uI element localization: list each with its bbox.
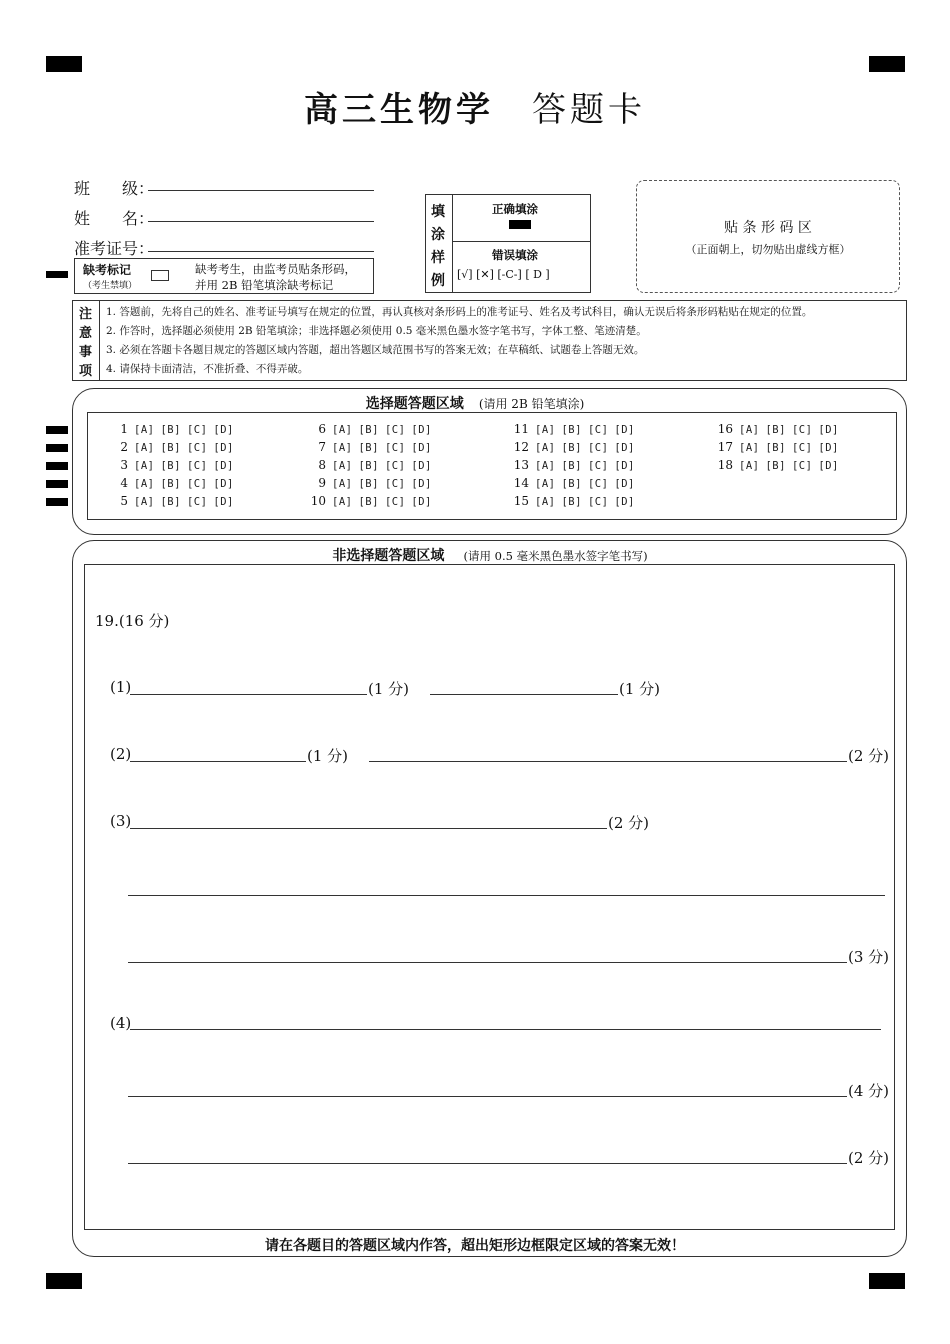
part-3-label: (3) <box>110 812 132 830</box>
timing-mark <box>46 462 68 470</box>
note-item: 2. 作答时，选择题必须使用 2B 铅笔填涂；非选择题必须使用 0.5 毫米黑色墨水签字笔书写，字体工整、笔迹清楚。 <box>106 325 647 337</box>
exam-number-field[interactable] <box>148 251 374 252</box>
mc-option-bubble[interactable]: [C] <box>186 478 208 490</box>
mc-question-number: 12 <box>513 440 529 454</box>
note-item: 4. 请保持卡面清洁，不准折叠、不得弄破。 <box>106 363 309 375</box>
part-4-label: (4) <box>110 1014 132 1032</box>
mc-option-bubble[interactable]: [B] <box>358 442 379 454</box>
mc-question-number: 1 <box>120 422 128 436</box>
mc-option-bubble[interactable]: [B] <box>160 460 181 472</box>
mc-option-bubble[interactable]: [B] <box>358 424 379 436</box>
mc-option-bubble[interactable]: [B] <box>160 442 181 454</box>
mc-option-bubble[interactable]: [D] <box>213 478 234 490</box>
mc-question-row <box>509 458 641 472</box>
mc-question-number: 5 <box>120 494 128 508</box>
footer-warning: 请在各题目的答题区域内作答，超出矩形边框限定区域的答案无效！ <box>265 1238 685 1254</box>
score-4a: (4 分) <box>848 1082 890 1100</box>
mc-question-number: 8 <box>318 458 326 472</box>
answer-line-4a[interactable] <box>130 1029 881 1030</box>
correct-fill-mark <box>509 220 531 229</box>
score-1a: (1 分) <box>368 680 410 698</box>
timing-mark <box>46 444 68 452</box>
mc-option-bubble[interactable]: [A] <box>535 424 556 436</box>
mc-option-bubble[interactable]: [C] <box>384 496 406 508</box>
score-2a: (1 分) <box>307 747 349 765</box>
mc-question-row <box>108 440 240 454</box>
mc-question-row <box>713 458 845 472</box>
mc-question-number: 18 <box>717 458 733 472</box>
wrong-fill-examples: [√] [✕] [-C-] [ D ] <box>457 268 550 281</box>
mc-question-row <box>108 422 240 436</box>
mc-option-bubble[interactable]: [B] <box>561 478 582 490</box>
mc-option-bubble[interactable]: [A] <box>134 460 155 472</box>
mc-option-bubble[interactable]: [D] <box>213 496 234 508</box>
mc-option-bubble[interactable]: [C] <box>186 424 208 436</box>
answer-line-3a[interactable] <box>130 828 607 829</box>
mc-option-bubble[interactable]: [C] <box>587 496 609 508</box>
mc-question-row <box>306 494 438 508</box>
mc-option-bubble[interactable]: [C] <box>384 460 406 472</box>
timing-mark <box>46 271 68 278</box>
notes-char: 意 <box>79 326 93 341</box>
mc-question-number: 10 <box>310 494 326 508</box>
mc-question-number: 3 <box>120 458 128 472</box>
mc-option-bubble[interactable]: [A] <box>134 478 155 490</box>
mc-option-bubble[interactable]: [C] <box>384 442 406 454</box>
timing-mark <box>46 480 68 488</box>
absent-desc-2: 并用 2B 铅笔填涂缺考标记 <box>195 278 334 292</box>
answer-line-1a[interactable] <box>130 694 367 695</box>
barcode-title: 贴 条 形 码 区 <box>724 220 812 236</box>
mc-option-bubble[interactable]: [A] <box>535 460 556 472</box>
mc-question-number: 14 <box>513 476 529 490</box>
score-1b: (1 分) <box>619 680 661 698</box>
mc-option-bubble[interactable]: [D] <box>614 424 635 436</box>
free-subtitle: (请用 0.5 毫米黑色墨水签字笔书写) <box>463 549 648 563</box>
mc-question-row <box>509 476 641 490</box>
mc-question-number: 16 <box>717 422 733 436</box>
mc-option-bubble[interactable]: [A] <box>739 460 760 472</box>
mc-option-bubble[interactable]: [B] <box>358 478 379 490</box>
mc-question-row <box>306 440 438 454</box>
mc-option-bubble[interactable]: [C] <box>186 460 208 472</box>
name-field[interactable] <box>148 221 374 222</box>
mc-option-bubble[interactable]: [D] <box>818 442 839 454</box>
registration-mark <box>46 56 82 72</box>
mc-option-bubble[interactable]: [D] <box>411 424 432 436</box>
class-field[interactable] <box>148 190 374 191</box>
name-label: 姓 名： <box>74 209 155 228</box>
mc-question-row <box>306 458 438 472</box>
mc-question-row <box>108 458 240 472</box>
part-2-label: (2) <box>110 745 132 763</box>
mc-question-number: 17 <box>717 440 733 454</box>
answer-line-2a[interactable] <box>130 761 306 762</box>
mc-option-bubble[interactable]: [B] <box>358 496 379 508</box>
absent-checkbox[interactable] <box>151 270 169 281</box>
mc-question-row <box>713 422 845 436</box>
fill-sample-char: 例 <box>431 273 445 289</box>
answer-line-4c[interactable] <box>128 1163 847 1164</box>
mc-option-bubble[interactable]: [A] <box>332 424 353 436</box>
mc-option-bubble[interactable]: [C] <box>587 478 609 490</box>
fill-sample-header-col <box>426 195 453 292</box>
mc-question-row <box>509 440 641 454</box>
mc-option-bubble[interactable]: [A] <box>134 496 155 508</box>
registration-mark <box>869 56 905 72</box>
note-item: 3. 必须在答题卡各题目规定的答题区域内答题，超出答题区域范围书写的答案无效；在草稿纸、试题卷上答题无效。 <box>106 344 645 356</box>
mc-option-bubble[interactable]: [A] <box>535 496 556 508</box>
mc-title-row <box>0 393 950 413</box>
mc-option-bubble[interactable]: [C] <box>791 442 813 454</box>
mc-option-bubble[interactable]: [D] <box>614 496 635 508</box>
mc-option-bubble[interactable]: [D] <box>614 460 635 472</box>
question-19-title: 19.(16 分) <box>95 612 170 630</box>
correct-fill-label: 正确填涂 <box>492 202 538 216</box>
fill-sample-divider <box>452 241 590 242</box>
mc-option-bubble[interactable]: [C] <box>791 424 813 436</box>
free-title: 非选择题答题区域 <box>332 548 445 564</box>
absent-sub-label: （考生禁填） <box>83 281 138 291</box>
mc-question-number: 11 <box>513 422 529 436</box>
mc-option-bubble[interactable]: [B] <box>561 424 582 436</box>
mc-question-number: 7 <box>318 440 326 454</box>
mc-option-bubble[interactable]: [B] <box>160 496 181 508</box>
mc-option-bubble[interactable]: [D] <box>213 460 234 472</box>
mc-option-bubble[interactable]: [A] <box>535 442 556 454</box>
free-title-row <box>0 545 950 565</box>
score-3b: (3 分) <box>848 948 890 966</box>
mc-option-bubble[interactable]: [A] <box>332 442 353 454</box>
mc-option-bubble[interactable]: [C] <box>791 460 813 472</box>
mc-option-bubble[interactable]: [D] <box>411 460 432 472</box>
mc-option-bubble[interactable]: [B] <box>765 460 786 472</box>
answer-line-2b[interactable] <box>369 761 847 762</box>
mc-question-number: 9 <box>318 476 326 490</box>
title-subject: 高三生物学 <box>304 90 494 130</box>
mc-option-bubble[interactable]: [D] <box>411 442 432 454</box>
mc-question-row <box>509 422 641 436</box>
mc-option-bubble[interactable]: [A] <box>332 496 353 508</box>
absent-mark-box <box>74 258 374 294</box>
mc-option-bubble[interactable]: [B] <box>160 478 181 490</box>
title-sheet: 答题卡 <box>532 90 646 130</box>
score-4b: (2 分) <box>848 1149 890 1167</box>
mc-question-row <box>108 494 240 508</box>
timing-mark <box>46 498 68 506</box>
notes-char: 事 <box>79 345 93 360</box>
mc-option-bubble[interactable]: [C] <box>587 442 609 454</box>
notes-char: 项 <box>79 364 93 379</box>
mc-option-bubble[interactable]: [A] <box>739 442 760 454</box>
absent-label: 缺考标记 <box>83 263 132 277</box>
mc-option-bubble[interactable]: [D] <box>411 478 432 490</box>
mc-option-bubble[interactable]: [A] <box>535 478 556 490</box>
mc-option-bubble[interactable]: [C] <box>384 424 406 436</box>
mc-option-bubble[interactable]: [A] <box>739 424 760 436</box>
notes-char: 注 <box>79 307 93 322</box>
free-answer-box <box>84 564 895 1230</box>
mc-option-bubble[interactable]: [B] <box>561 460 582 472</box>
mc-question-row <box>306 422 438 436</box>
fill-sample-char: 填 <box>431 204 445 220</box>
mc-question-number: 6 <box>318 422 326 436</box>
mc-title: 选择题答题区域 <box>365 396 464 412</box>
mc-option-bubble[interactable]: [C] <box>186 496 208 508</box>
mc-question-number: 13 <box>513 458 529 472</box>
mc-option-bubble[interactable]: [C] <box>587 424 609 436</box>
mc-subtitle: (请用 2B 铅笔填涂) <box>478 397 585 411</box>
notes-header-col <box>73 301 100 380</box>
exam-number-label: 准考证号： <box>74 239 155 258</box>
mc-option-bubble[interactable]: [A] <box>332 478 353 490</box>
fill-sample-char: 涂 <box>431 227 445 243</box>
mc-option-bubble[interactable]: [B] <box>561 496 582 508</box>
mc-question-row <box>306 476 438 490</box>
mc-question-row <box>108 476 240 490</box>
mc-option-bubble[interactable]: [A] <box>134 442 155 454</box>
answer-line-3b[interactable] <box>128 895 885 896</box>
score-2b: (2 分) <box>848 747 890 765</box>
part-1-label: (1) <box>110 678 132 696</box>
class-label: 班 级： <box>74 179 155 198</box>
mc-option-bubble[interactable]: [A] <box>332 460 353 472</box>
answer-line-3c[interactable] <box>128 962 847 963</box>
mc-option-bubble[interactable]: [D] <box>614 442 635 454</box>
answer-line-4b[interactable] <box>128 1096 847 1097</box>
mc-question-row <box>713 440 845 454</box>
page-title <box>0 82 950 131</box>
barcode-area <box>636 180 900 293</box>
mc-option-bubble[interactable]: [B] <box>160 424 181 436</box>
wrong-fill-label: 错误填涂 <box>492 248 538 262</box>
mc-option-bubble[interactable]: [B] <box>765 442 786 454</box>
mc-question-number: 4 <box>120 476 128 490</box>
mc-option-bubble[interactable]: [D] <box>818 460 839 472</box>
mc-option-bubble[interactable]: [C] <box>587 460 609 472</box>
note-item: 1. 答题前，先将自己的姓名、准考证号填写在规定的位置，再认真核对条形码上的准考证号、姓名及考试科目，确认无误后将条形码粘贴在规定的位置。 <box>106 306 813 318</box>
fill-sample-box <box>425 194 591 293</box>
mc-option-bubble[interactable]: [C] <box>384 478 406 490</box>
barcode-subtitle: （正面朝上，切勿贴出虚线方框） <box>685 243 851 256</box>
absent-desc-1: 缺考考生，由监考员贴条形码， <box>195 262 356 276</box>
score-3a: (2 分) <box>608 814 650 832</box>
timing-mark <box>46 426 68 434</box>
mc-option-bubble[interactable]: [C] <box>186 442 208 454</box>
fill-sample-char: 样 <box>431 250 445 266</box>
mc-option-bubble[interactable]: [D] <box>213 442 234 454</box>
mc-question-number: 15 <box>513 494 529 508</box>
mc-question-row <box>509 494 641 508</box>
mc-option-bubble[interactable]: [D] <box>818 424 839 436</box>
mc-option-bubble[interactable]: [A] <box>134 424 155 436</box>
mc-option-bubble[interactable]: [D] <box>614 478 635 490</box>
mc-option-bubble[interactable]: [D] <box>411 496 432 508</box>
registration-mark <box>869 1273 905 1289</box>
mc-option-bubble[interactable]: [B] <box>561 442 582 454</box>
registration-mark <box>46 1273 82 1289</box>
answer-line-1b[interactable] <box>430 694 618 695</box>
mc-option-bubble[interactable]: [D] <box>213 424 234 436</box>
mc-option-bubble[interactable]: [B] <box>765 424 786 436</box>
mc-question-number: 2 <box>120 440 128 454</box>
mc-option-bubble[interactable]: [B] <box>358 460 379 472</box>
